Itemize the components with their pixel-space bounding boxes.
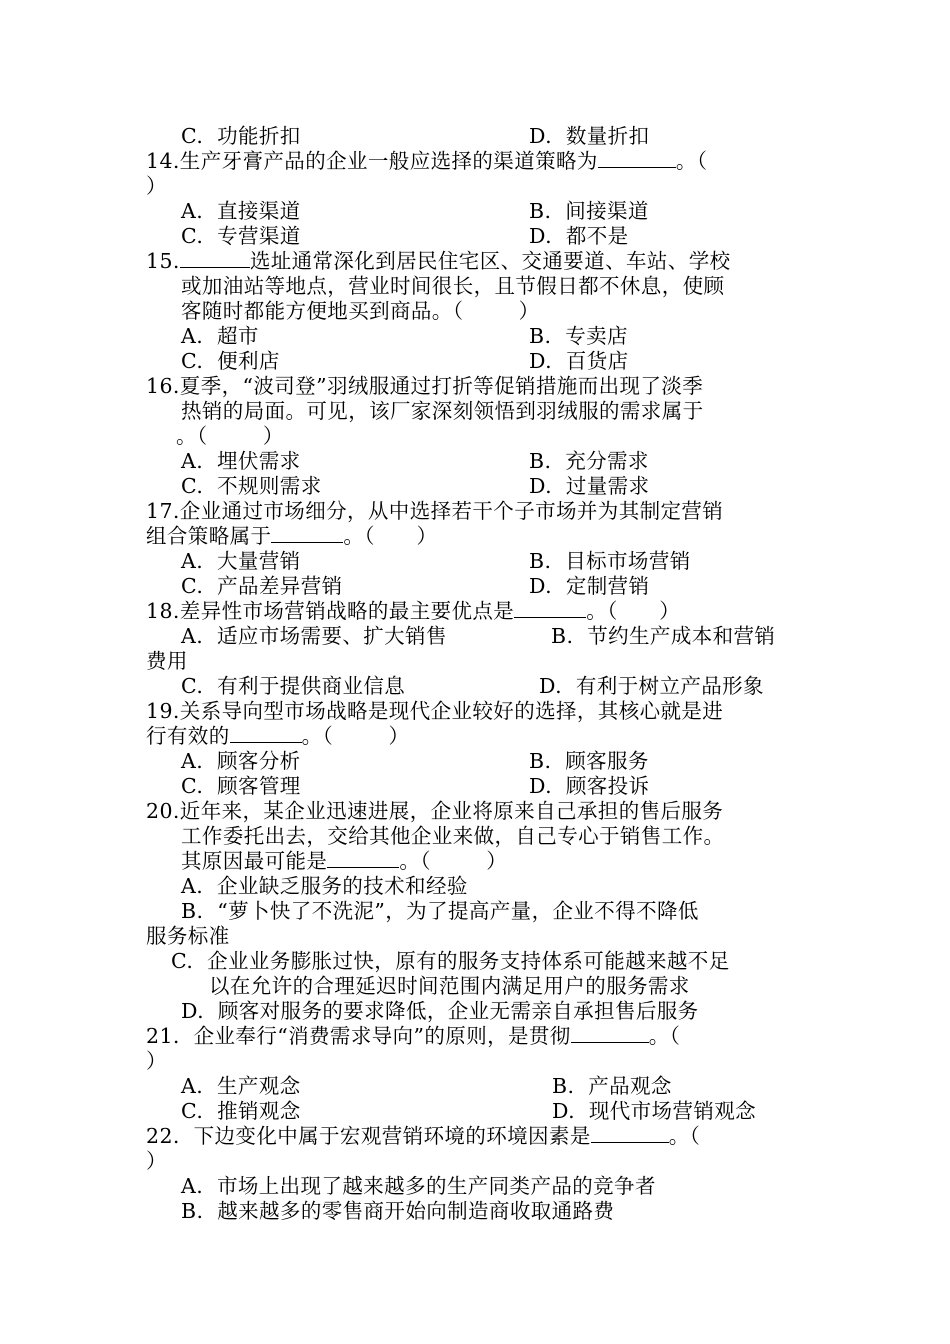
answer-blank [327, 849, 399, 868]
q17-option-a: A. 大量营销 [181, 549, 301, 573]
q19-stem-line1: 19.关系导向型市场战略是现代企业较好的选择，其核心就是进 [146, 699, 724, 723]
answer-blank [591, 1124, 669, 1143]
q18-stem-text: 18.差异性市场营销战略的最主要优点是 [146, 599, 515, 623]
q20-option-c-cont: 以在允许的合理延迟时间范围内满足用户的服务需求 [209, 974, 690, 998]
q16-option-a: A. 埋伏需求 [181, 449, 301, 473]
q20-option-b-cont: 服务标准 [146, 924, 230, 948]
q14-stem-paren: ） [146, 174, 167, 198]
q21-stem-paren: ） [146, 1049, 167, 1073]
q17-option-c: C. 产品差异营销 [181, 574, 343, 598]
q14-stem-text: 14.生产牙膏产品的企业一般应选择的渠道策略为 [146, 149, 598, 173]
answer-blank [180, 249, 250, 268]
q13-option-d: D. 数量折扣 [529, 124, 650, 148]
q21-option-a: A. 生产观念 [181, 1074, 301, 1098]
q18-option-d: D. 有利于树立产品形象 [539, 674, 764, 698]
q20-stem-line1: 20.近年来，某企业迅速进展，企业将原来自己承担的售后服务 [146, 799, 724, 823]
q17-stem-line1: 17.企业通过市场细分，从中选择若干个子市场并为其制定营销 [146, 499, 724, 523]
q20-option-b: B. “萝卜快了不洗泥”，为了提高产量，企业不得不降低 [181, 899, 699, 923]
q17-line2-text: 组合策略属于 [146, 524, 272, 548]
q21-stem [146, 1024, 680, 1049]
answer-blank [230, 724, 302, 743]
q20-line3-text: 其原因最可能是 [181, 849, 328, 873]
q18-stem-tail: 。（ ） [586, 599, 681, 623]
q18-option-c: C. 有利于提供商业信息 [181, 674, 406, 698]
q14-option-a: A. 直接渠道 [181, 199, 301, 223]
q20-stem-tail: 。（ ） [399, 849, 508, 873]
q17-option-b: B. 目标市场营销 [529, 549, 691, 573]
q14-option-b: B. 间接渠道 [529, 199, 649, 223]
q19-option-d: D. 顾客投诉 [529, 774, 650, 798]
q21-stem-text: 21. 企业奉行“消费需求导向”的原则，是贯彻 [146, 1024, 571, 1048]
q14-option-c: C. 专营渠道 [181, 224, 301, 248]
q18-stem [146, 599, 680, 624]
q16-option-c: C. 不规则需求 [181, 474, 322, 498]
q19-line2-text: 行有效的 [146, 724, 230, 748]
answer-blank [514, 599, 586, 618]
q16-stem-line1: 16.夏季，“波司登”羽绒服通过打折等促销措施而出现了淡季 [146, 374, 704, 398]
q17-stem-line2 [146, 524, 437, 549]
q20-stem-line2: 工作委托出去，交给其他企业来做，自己专心于销售工作。 [181, 824, 725, 848]
q13-option-c: C. 功能折扣 [181, 124, 301, 148]
q14-option-d: D. 都不是 [529, 224, 629, 248]
q22-stem-paren: ） [146, 1149, 167, 1173]
q18-option-b: B. 节约生产成本和营销 [551, 624, 776, 648]
q19-option-c: C. 顾客管理 [181, 774, 301, 798]
answer-blank [271, 524, 343, 543]
q15-option-c: C. 便利店 [181, 349, 280, 373]
q19-option-b: B. 顾客服务 [529, 749, 649, 773]
q19-option-a: A. 顾客分析 [181, 749, 301, 773]
q14-stem [146, 149, 707, 174]
q16-stem-line3: 。（ ） [176, 424, 284, 448]
q20-option-c: C. 企业业务膨胀过快，原有的服务支持体系可能越来越不足 [171, 949, 730, 973]
q22-stem-text: 22. 下边变化中属于宏观营销环境的环境因素是 [146, 1124, 591, 1148]
q21-stem-tail: 。（ [648, 1024, 681, 1048]
q15-line1-text: 选址通常深化到居民住宅区、交通要道、车站、学校 [249, 249, 731, 273]
q15-option-d: D. 百货店 [529, 349, 629, 373]
q21-option-c: C. 推销观念 [181, 1099, 301, 1123]
q15-stem-line3: 客随时都能方便地买到商品。（ ） [181, 299, 540, 323]
q22-stem [146, 1124, 700, 1149]
q19-stem-line2 [146, 724, 409, 749]
q17-option-d: D. 定制营销 [529, 574, 650, 598]
q15-number: 15. [146, 249, 180, 273]
q15-stem-line1 [146, 249, 731, 274]
q16-option-b: B. 充分需求 [529, 449, 649, 473]
q14-stem-tail: 。（ [675, 149, 708, 173]
q19-stem-tail: 。（ ） [301, 724, 410, 748]
q18-option-b-cont: 费用 [146, 649, 188, 673]
q15-option-b: B. 专卖店 [529, 324, 628, 348]
q22-option-a: A. 市场上出现了越来越多的生产同类产品的竞争者 [181, 1174, 656, 1198]
q22-stem-tail: 。（ [668, 1124, 701, 1148]
q15-option-a: A. 超市 [181, 324, 259, 348]
q15-stem-line2: 或加油站等地点，营业时间很长，且节假日都不休息，使顾 [181, 274, 725, 298]
q21-option-d: D. 现代市场营销观念 [552, 1099, 757, 1123]
q20-option-a: A. 企业缺乏服务的技术和经验 [181, 874, 468, 898]
q17-stem-tail: 。（ ） [343, 524, 438, 548]
q16-stem-line2: 热销的局面。可见，该厂家深刻领悟到羽绒服的需求属于 [181, 399, 704, 423]
answer-blank [571, 1024, 649, 1043]
q20-stem-line3 [181, 849, 507, 874]
q18-option-a: A. 适应市场需要、扩大销售 [181, 624, 447, 648]
q22-option-b: B. 越来越多的零售商开始向制造商收取通路费 [181, 1199, 615, 1223]
q21-option-b: B. 产品观念 [552, 1074, 672, 1098]
answer-blank [598, 149, 676, 168]
q16-option-d: D. 过量需求 [529, 474, 650, 498]
q20-option-d: D. 顾客对服务的要求降低，企业无需亲自承担售后服务 [181, 999, 699, 1023]
